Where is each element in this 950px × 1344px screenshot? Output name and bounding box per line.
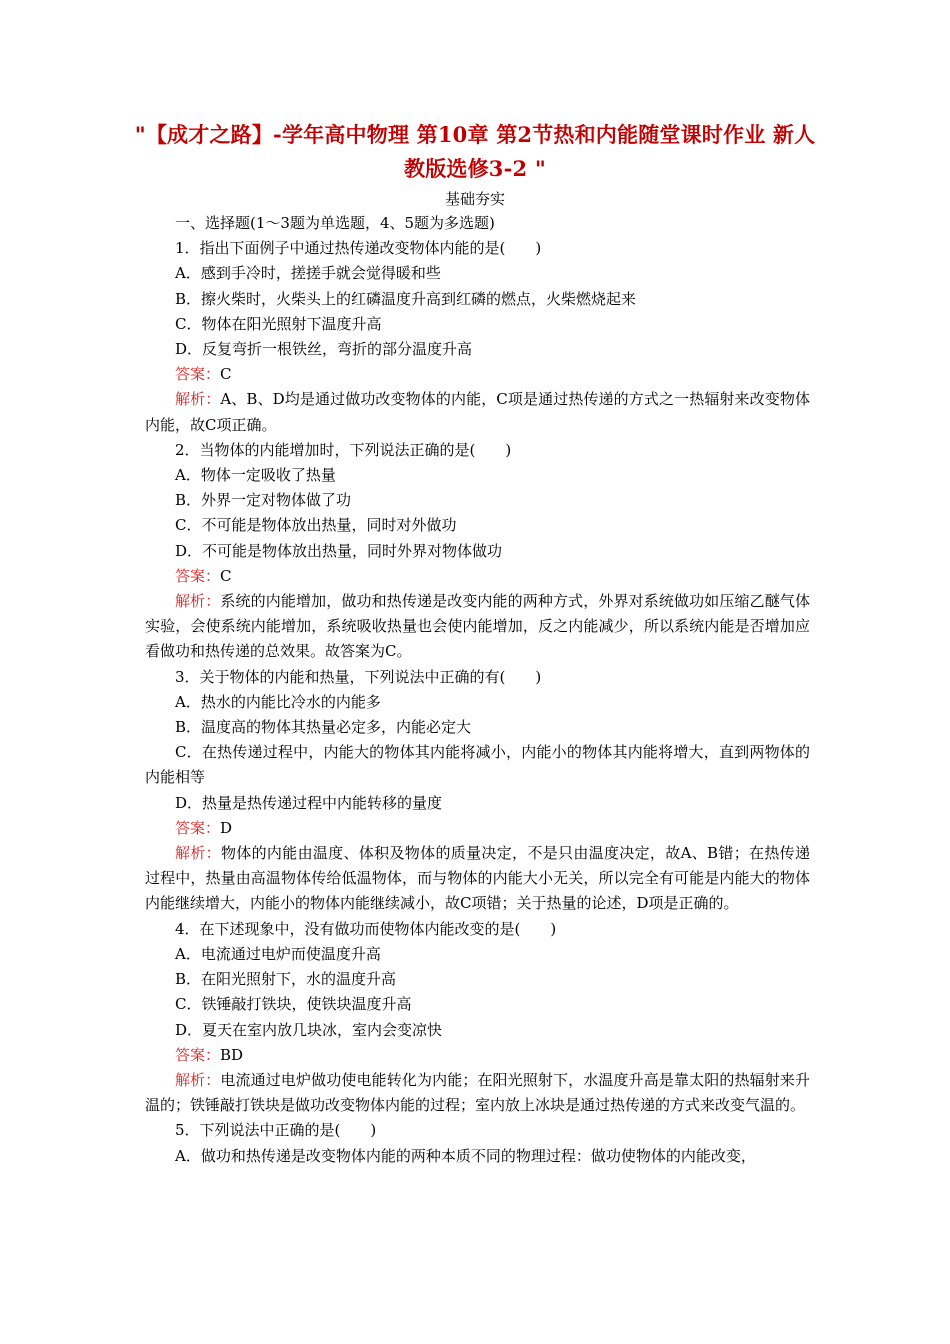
answer-line [145, 1043, 810, 1068]
option: A．感到手冷时，搓搓手就会觉得暖和些 [175, 264, 441, 283]
analysis-label: 解析： [175, 844, 221, 863]
option: A．电流通过电炉而使温度升高 [175, 944, 381, 963]
option: C．物体在阳光照射下温度升高 [175, 314, 382, 333]
analysis-paragraph [145, 387, 810, 437]
answer-label: 答案： [175, 1045, 221, 1064]
question-stem: 1．指出下面例子中通过热传递改变物体内能的是( ) [175, 239, 542, 258]
analysis-label: 解析： [175, 592, 221, 611]
question-stem: 3．关于物体的内能和热量，下列说法中正确的有( ) [175, 667, 542, 686]
analysis-text: 系统的内能增加，做功和热传递是改变内能的两种方式，外界对系统做功如压缩乙醚气体实验，会使系统内能增加，系统吸收热量也会使内能增加，反之内能减少，所以系统内能是否增加应看做功和热传递的总效果。故答案为C。 [145, 592, 810, 661]
option: D．不可能是物体放出热量，同时外界对物体做功 [175, 541, 503, 560]
instructions: 一、选择题(1～3题为单选题，4、5题为多选题) [175, 214, 495, 232]
analysis-text: 电流通过电炉做功使电能转化为内能；在阳光照射下，水温度升高是靠太阳的热辐射来升温的；铁锤敲打铁块是做功改变物体内能的过程；室内放上冰块是通过热传递的方式来改变气温的。 [145, 1070, 810, 1115]
answer-label: 答案： [175, 818, 221, 837]
analysis-label: 解析： [175, 390, 221, 409]
option: D．夏天在室内放几块冰，室内会变凉快 [175, 1020, 443, 1039]
option: C．在热传递过程中，内能大的物体其内能将减小，内能小的物体其内能将增大，直到两物体的内能相等 [145, 743, 810, 787]
answer-value: D [220, 818, 233, 837]
option: B．温度高的物体其热量必定多，内能必定大 [175, 718, 472, 737]
section-heading: 基础夯实 [444, 190, 505, 208]
answer-value: C [220, 566, 232, 585]
question-stem: 5．下列说法中正确的是( ) [175, 1121, 377, 1140]
option: A．热水的内能比冷水的内能多 [175, 692, 381, 711]
option: B．擦火柴时，火柴头上的红磷温度升高到红磷的燃点，火柴燃烧起来 [175, 289, 637, 308]
option: A．做功和热传递是改变物体内能的两种本质不同的物理过程：做功使物体的内能改变， [175, 1146, 756, 1165]
analysis-text: 物体的内能由温度、体积及物体的质量决定，不是只由温度决定，故A、B错；在热传递过程中，热量由高温物体传给低温物体，而与物体的内能大小无关，所以完全有可能是内能大的物体内能继续增大，内能小的物体内能继续减小，故C项错；关于热量的论述，D项是正确的。 [145, 844, 810, 913]
answer-line [145, 564, 810, 589]
analysis-paragraph [145, 1068, 810, 1118]
answer-line [145, 816, 810, 841]
analysis-paragraph [145, 841, 810, 917]
option: D．反复弯折一根铁丝，弯折的部分温度升高 [175, 340, 473, 359]
answer-label: 答案： [175, 365, 221, 384]
analysis-label: 解析： [175, 1070, 221, 1089]
analysis-text: A、B、D均是通过做功改变物体的内能，C项是通过热传递的方式之一热辐射来改变物体内能，故C项正确。 [145, 390, 810, 434]
document-title: "【成才之路】-学年高中物理 第10章 第2节热和内能随堂课时作业 新人教版选修3-2 " [134, 122, 816, 181]
option: B．外界一定对物体做了功 [175, 491, 352, 510]
option: C．不可能是物体放出热量，同时对外做功 [175, 516, 457, 535]
document-body [145, 211, 810, 1169]
answer-value: C [220, 365, 232, 384]
option: D．热量是热传递过程中内能转移的量度 [175, 793, 443, 812]
answer-label: 答案： [175, 566, 221, 585]
answer-line [145, 362, 810, 387]
analysis-paragraph [145, 589, 810, 665]
option: C．铁锤敲打铁块，使铁块温度升高 [175, 995, 412, 1014]
option: B．在阳光照射下，水的温度升高 [175, 970, 397, 989]
question-stem: 2．当物体的内能增加时，下列说法正确的是( ) [175, 440, 512, 459]
answer-value: BD [220, 1045, 244, 1064]
option: A．物体一定吸收了热量 [175, 466, 336, 485]
question-stem: 4．在下述现象中，没有做功而使物体内能改变的是( ) [175, 919, 557, 938]
